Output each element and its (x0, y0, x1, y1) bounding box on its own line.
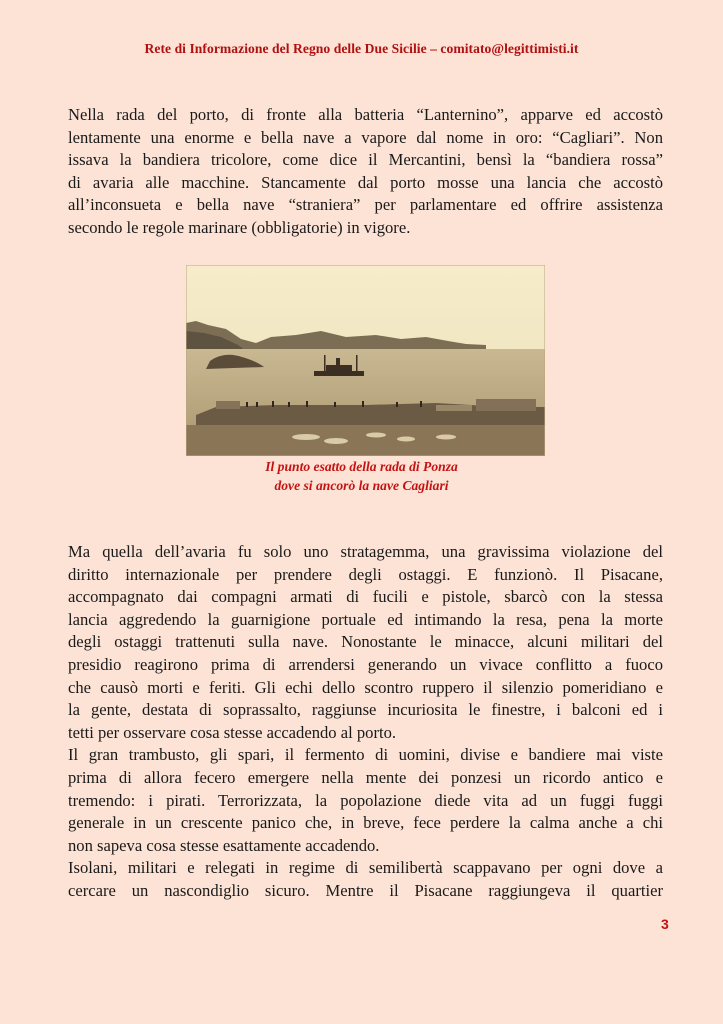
text-line: lancia aggredendo la guarnigione portuale ed intimando la resa, pena la morte (68, 609, 663, 629)
text-line: la gente, destata di soprassalto, raggiunse incuriosita le finestre, i balconi ed i (68, 700, 663, 720)
caption-line-1: Il punto esatto della rada di Ponza (265, 459, 458, 474)
text-line: prima di allora fecero emergere nella mente dei ponzesi un ricordo antico e (68, 767, 663, 787)
text-line: Il gran trambusto, gli spari, il fermento di uomini, divise e bandiere mai viste (68, 745, 663, 765)
text-line: di avaria alle macchine. Stancamente dal porto mosse una lancia che accostò (68, 172, 663, 192)
text-line: presidio reagirono prima di arrendersi generando un vivace conflitto a fuoco (68, 654, 663, 674)
harbor-photo (186, 265, 545, 456)
text-line: lentamente una enorme e bella nave a vapore dal nome in oro: “Cagliari”. Non (68, 127, 663, 147)
text-line: generale in un crescente panico che, in breve, fece perdere la calma anche a chi (68, 813, 663, 833)
text-line: non sapeva cosa stesse esattamente accadendo. (68, 835, 380, 855)
text-line: issava la bandiera tricolore, come dice il Mercantini, bensì la “bandiera rossa” (68, 150, 663, 170)
text-line: diritto internazionale per prendere degli ostaggi. E funzionò. Il Pisacane, (68, 564, 663, 584)
text-line: accompagnato dai compagni armati di fucili e pistole, sbarcò con la stessa (68, 587, 663, 607)
caption-line-2: dove si ancorò la nave Cagliari (274, 478, 449, 493)
text-line: all’inconsueta e bella nave “straniera” per parlamentare ed offrire assistenza (68, 195, 663, 215)
body-paragraph-1 (68, 104, 663, 240)
figure-caption (0, 457, 723, 495)
text-line: tremendo: i pirati. Terrorizzata, la popolazione diede vita ad un fuggi fuggi (68, 790, 663, 810)
text-line: degli ostaggi trattenuti sulla nave. Nonostante le minacce, alcuni militari del (68, 632, 663, 652)
text-line: Ma quella dell’avaria fu solo uno stratagemma, una gravissima violazione del (68, 542, 663, 561)
page-number: 3 (661, 916, 669, 932)
page-header: Rete di Informazione del Regno delle Due Sicilie – comitato@legittimisti.it (144, 41, 579, 56)
text-line: che causò morti e feriti. Gli echi dello scontro ruppero il silenzio pomeridiano e (68, 677, 663, 697)
text-line: Nella rada del porto, di fronte alla batteria “Lanternino”, apparve ed accostò (68, 105, 663, 124)
text-line: secondo le regole marinare (obbligatorie) in vigore. (68, 217, 411, 237)
body-paragraph-2 (68, 541, 663, 903)
text-line: Isolani, militari e relegati in regime di semilibertà scappavano per ogni dove a (68, 858, 663, 878)
text-line: tetti per osservare cosa stesse accadendo al porto. (68, 722, 397, 742)
text-line: cercare un nascondiglio sicuro. Mentre il Pisacane raggiungeva il quartier (68, 880, 663, 900)
